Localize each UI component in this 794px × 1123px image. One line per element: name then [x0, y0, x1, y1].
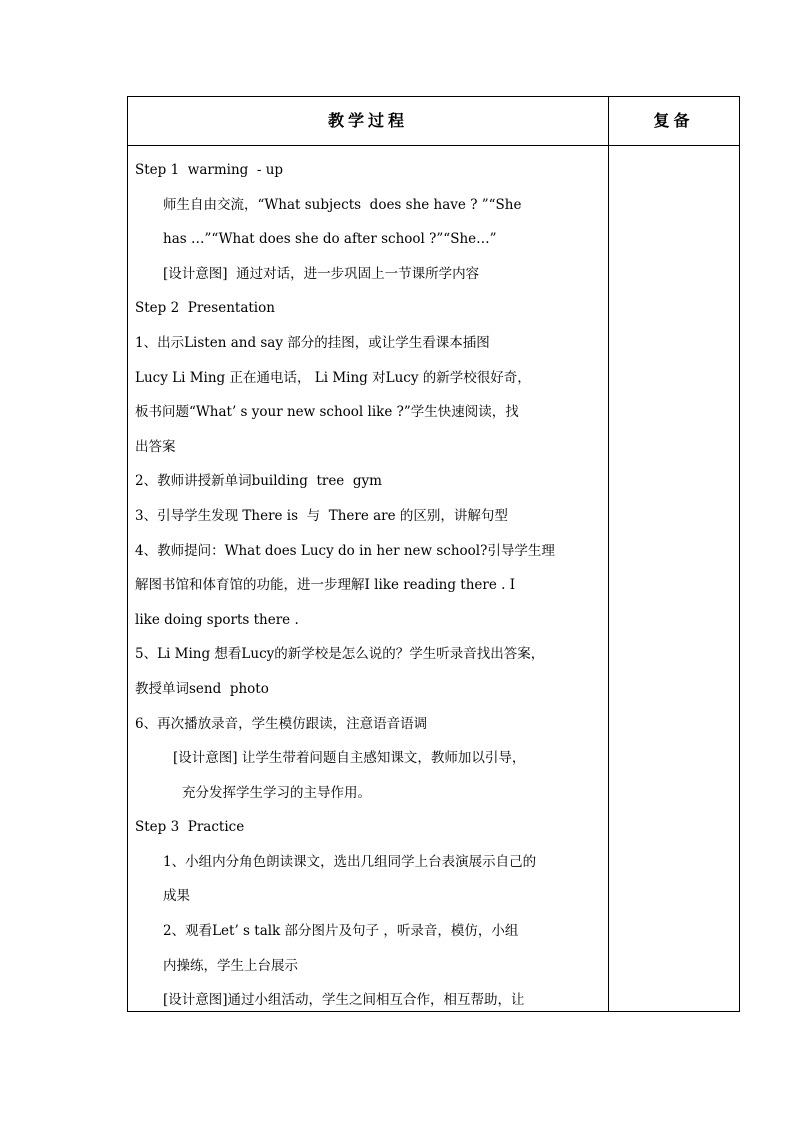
text-line: like doing sports there . [135, 611, 299, 628]
text-line: 1、出示Listen and say 部分的挂图，或让学生看课本插图 [135, 334, 490, 351]
text-line: 解图书馆和体育馆的功能，进一步理解I like reading there . I [135, 577, 516, 594]
lesson-table [127, 96, 740, 1012]
design-intent-line: [设计意图] 通过对话，进一步巩固上一节课所学内容 [163, 265, 480, 282]
text-line: 成果 [163, 888, 190, 905]
teaching-process-content [135, 153, 605, 1018]
text-line: 板书问题“What’ s your new school like ?”学生快速阅读，找 [135, 404, 519, 421]
text-line: 1、小组内分角色朗读课文，选出几组同学上台表演展示自己的 [163, 853, 537, 870]
design-intent-line: [设计意图] 让学生带着问题自主感知课文，教师加以引导， [173, 750, 526, 767]
design-intent-line: [设计意图]通过小组活动，学生之间相互合作，相互帮助，让 [163, 992, 525, 1009]
text-line: 6、再次播放录音，学生模仿跟读，注意语音语调 [135, 715, 428, 732]
text-line: 2、教师讲授新单词building tree gym [135, 473, 382, 490]
text-line: has …”“What does she do after school ?”“She…” [163, 231, 497, 248]
text-line: 3、引导学生发现 There is 与 There are 的区别，讲解句型 [135, 507, 508, 524]
text-line: Lucy Li Ming 正在通电话， Li Ming 对Lucy 的新学校很好奇， [135, 369, 531, 386]
text-line: Step 1 warming - up [135, 162, 284, 178]
text-line: 充分发挥学生学习的主导作用。 [182, 784, 371, 801]
text-line: Step 3 Practice [135, 819, 245, 836]
text-line: 5、Li Ming 想看Lucy的新学校是怎么说的？学生听录音找出答案， [135, 646, 545, 663]
text-line: 出答案 [135, 438, 176, 455]
text-line: 2、观看Let’ s talk 部分图片及句子 ，听录音，模仿，小组 [163, 923, 519, 940]
text-line: 4、教师提问：What does Lucy do in her new school?引导学生理 [135, 542, 555, 559]
text-line: 内操练，学生上台展示 [163, 957, 298, 974]
header-review: 复备 [653, 111, 694, 130]
text-line: 教授单词send photo [135, 680, 269, 697]
text-line: Step 2 Presentation [135, 300, 275, 317]
header-teaching-process: 教学过程 [327, 111, 408, 130]
header-divider [128, 145, 739, 146]
text-line: 师生自由交流，“What subjects does she have ? ”“She [163, 196, 522, 213]
column-divider [608, 97, 609, 1011]
